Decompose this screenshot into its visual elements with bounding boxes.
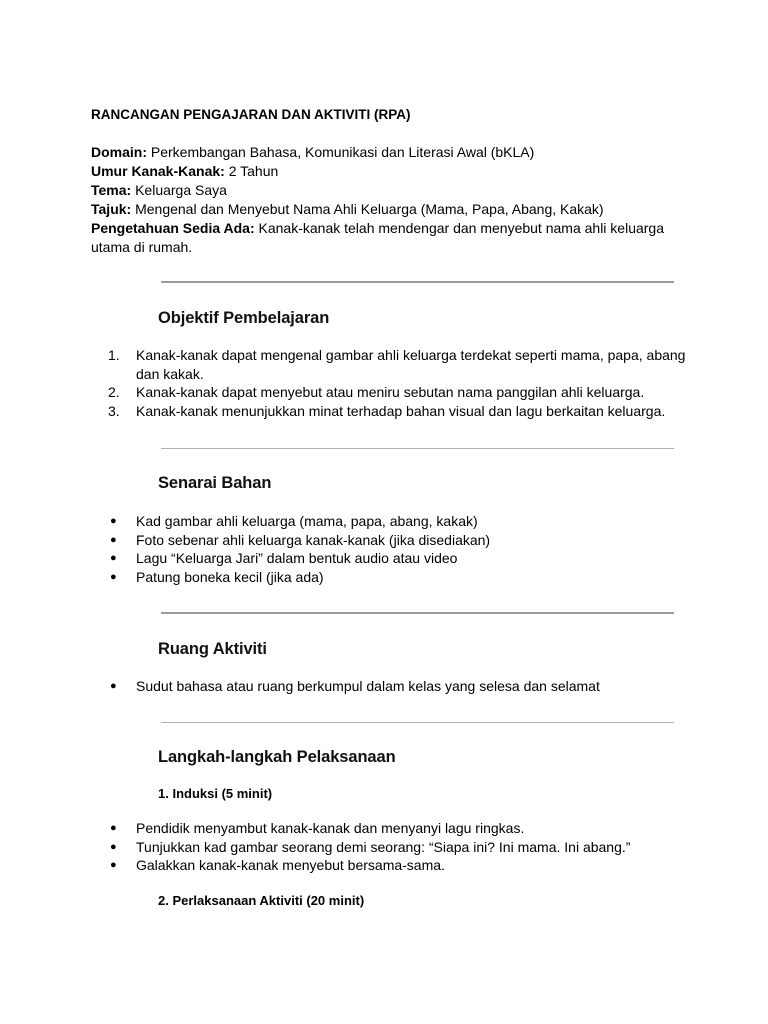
section-heading-objektif: Objektif Pembelajaran: [158, 309, 330, 327]
list-number: 3.: [108, 402, 120, 419]
subheading-induksi: 1. Induksi (5 minit): [158, 786, 273, 801]
list-item: [108, 838, 698, 857]
list-item: [108, 383, 698, 402]
info-tema: [91, 181, 681, 200]
list-item: [108, 512, 698, 531]
bullet-icon: ●: [110, 570, 117, 583]
list-item-text: Kanak-kanak dapat mengenal gambar ahli keluarga terdekat seperti mama, papa, abang dan kakak.: [136, 347, 686, 382]
section-divider: [161, 281, 674, 283]
list-item-text: Galakkan kanak-kanak menyebut bersama-sama.: [136, 857, 445, 873]
info-pengetahuan: [91, 219, 681, 257]
list-item-text: Tunjukkan kad gambar seorang demi seorang: “Siapa ini? Ini mama. Ini abang.”: [136, 838, 631, 855]
list-item: [108, 531, 698, 550]
info-value: Kanak-kanak telah mendengar dan menyebut nama ahli keluarga utama di rumah.: [91, 220, 665, 255]
info-umur: [91, 162, 681, 181]
section-heading-ruang: Ruang Aktiviti: [158, 640, 267, 658]
bullet-icon: ●: [110, 859, 117, 871]
info-label: Umur Kanak-Kanak:: [91, 163, 225, 179]
induksi-list: [108, 819, 698, 875]
info-domain: [91, 143, 681, 162]
list-item: [108, 819, 698, 838]
list-item: [108, 568, 698, 587]
info-value: 2 Tahun: [224, 163, 279, 179]
list-item-text: Kanak-kanak menunjukkan minat terhadap bahan visual dan lagu berkaitan keluarga.: [136, 402, 666, 419]
info-label: Tema:: [91, 182, 132, 198]
section-divider: [161, 722, 674, 723]
bullet-icon: ●: [110, 840, 117, 853]
subheading-aktiviti: 2. Perlaksanaan Aktiviti (20 minit): [158, 893, 365, 908]
bahan-list: [108, 512, 698, 586]
section-heading-bahan: Senarai Bahan: [158, 474, 272, 492]
bullet-icon: ●: [110, 680, 117, 692]
info-label: Domain:: [91, 144, 147, 160]
list-item-text: Lagu “Keluarga Jari” dalam bentuk audio atau video: [136, 550, 458, 566]
bullet-icon: ●: [110, 552, 117, 564]
bullet-icon: ●: [110, 533, 117, 546]
list-item-text: Sudut bahasa atau ruang berkumpul dalam kelas yang selesa dan selamat: [136, 678, 600, 694]
document-title: RANCANGAN PENGAJARAN DAN AKTIVITI (RPA): [91, 107, 411, 122]
list-item: [108, 346, 698, 383]
list-item-text: Patung boneka kecil (jika ada): [136, 568, 324, 585]
section-divider: [161, 448, 674, 449]
list-item: [108, 402, 698, 421]
info-value: Keluarga Saya: [131, 182, 227, 198]
info-value: Perkembangan Bahasa, Komunikasi dan Literasi Awal (bKLA): [147, 144, 535, 160]
bullet-icon: ●: [110, 822, 117, 834]
list-item: [108, 677, 698, 696]
bullet-icon: ●: [110, 515, 117, 527]
list-item-text: Pendidik menyambut kanak-kanak dan menyanyi lagu ringkas.: [136, 820, 525, 836]
list-item: [108, 549, 698, 568]
info-value: Mengenal dan Menyebut Nama Ahli Keluarga (Mama, Papa, Abang, Kakak): [131, 201, 604, 217]
list-item: [108, 856, 698, 875]
list-number: 1.: [108, 347, 120, 363]
list-item-text: Kad gambar ahli keluarga (mama, papa, abang, kakak): [136, 513, 478, 529]
info-tajuk: [91, 200, 681, 219]
info-label: Pengetahuan Sedia Ada:: [91, 220, 255, 236]
list-item-text: Foto sebenar ahli keluarga kanak-kanak (jika disediakan): [136, 531, 491, 548]
lesson-info: [91, 143, 681, 257]
section-heading-langkah: Langkah-langkah Pelaksanaan: [158, 748, 396, 766]
list-number: 2.: [108, 384, 120, 400]
objektif-list: [108, 346, 698, 420]
section-divider: [161, 612, 674, 614]
info-label: Tajuk:: [91, 201, 132, 217]
list-item-text: Kanak-kanak dapat menyebut atau meniru sebutan nama panggilan ahli keluarga.: [136, 384, 645, 400]
ruang-list: [108, 677, 698, 696]
